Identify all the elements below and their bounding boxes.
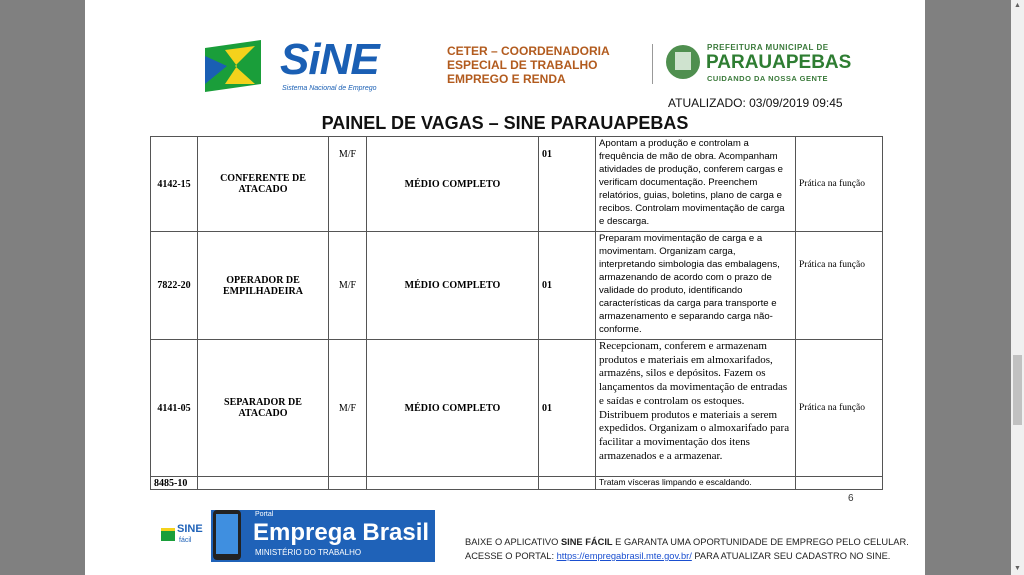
sex: M/F [329,137,367,232]
cbo-code: 4141-05 [151,340,198,477]
quantity: 01 [539,340,596,477]
schooling [367,477,539,490]
updated-timestamp: ATUALIZADO: 03/09/2019 09:45 [668,96,843,110]
table-row [151,340,883,477]
emprega-brasil-banner [155,510,435,562]
job-title [198,477,329,490]
sex: M/F [329,340,367,477]
phone-icon [213,510,241,560]
job-title: SEPARADOR DE ATACADO [198,340,329,477]
table-row [151,232,883,340]
requirement: Prática na função [796,340,883,477]
sine-facil-text: SINE [177,523,203,535]
footer-line1 [465,535,909,549]
prefeitura-slogan: CUIDANDO DA NOSSA GENTE [707,74,828,83]
table-row [151,137,883,232]
sex [329,477,367,490]
sine-flag-logo [205,40,261,92]
page-title: PAINEL DE VAGAS – SINE PARAUAPEBAS [321,113,689,133]
parauapebas-crest-icon [663,42,703,82]
scrollbar-thumb[interactable] [1013,355,1022,425]
description: Recepcionam, conferem e armazenam produtos e materiais em almoxarifados, armazéns, silos e depósitos. Fazem os lançamentos da movimentação de entradas e saídas e controlam os estoques. Distribuem produtos e materiais a serem expedidos. Organizam o almoxarifado para facilitar a movimentação dos itens armazenados e a armazenar. [596,340,796,477]
document-page [85,0,925,575]
scroll-up-icon[interactable]: ▲ [1014,2,1021,9]
app-name: SINE FÁCIL [560,537,613,547]
cbo-code: 7822-20 [151,232,198,340]
requirement: Prática na função [796,137,883,232]
job-title: CONFERENTE DE ATACADO [198,137,329,232]
scroll-down-icon[interactable]: ▼ [1014,565,1021,572]
description: Apontam a produção e controlam a frequência de mão de obra. Acompanham atividades de produção, conferem cargas e verificam documentação. Preenchem relatórios, guias, boletins, plano de carga e recibos. Controlam movimentação de carga e descarga. [596,137,796,232]
header-divider [652,44,653,84]
footer-line2 [465,549,909,563]
table-row [151,477,883,490]
page-number: 6 [848,493,854,504]
sine-facil-logo [155,510,211,562]
facil-text: fácil [179,537,192,544]
schooling: MÉDIO COMPLETO [367,137,539,232]
schooling: MÉDIO COMPLETO [367,232,539,340]
footer-text-part: BAIXE O APLICATIVO [465,537,561,547]
job-title: OPERADOR DE EMPILHADEIRA [198,232,329,340]
banner-ministry: MINISTÉRIO DO TRABALHO [255,548,362,557]
ceter-line: CETER – COORDENADORIA [447,44,610,58]
requirement: Prática na função [796,232,883,340]
footer-text-part: E GARANTA UMA OPORTUNIDADE DE EMPREGO PELO CELULAR. [612,537,909,547]
footer-text-part: PARA ATUALIZAR SEU CADASTRO NO SINE. [691,551,891,561]
quantity [539,477,596,490]
vacancies-table [150,136,883,490]
sex: M/F [329,232,367,340]
banner-portal: Portal [255,511,274,518]
cbo-code: 8485-10 [151,477,198,490]
banner-title: Emprega Brasil [253,519,430,546]
schooling: MÉDIO COMPLETO [367,340,539,477]
quantity: 01 [539,232,596,340]
ceter-heading [447,44,610,86]
prefeitura-name: PARAUAPEBAS [706,52,852,73]
footer-text-part: ACESSE O PORTAL: [465,551,557,561]
portal-link[interactable]: https://empregabrasil.mte.gov.br/ [556,551,692,561]
sine-subtitle: Sistema Nacional de Emprego [282,85,377,92]
requirement [796,477,883,490]
prefeitura-line1: PREFEITURA MUNICIPAL DE [707,43,829,52]
sine-logo-text: SiNE [280,35,379,84]
ceter-line: EMPREGO E RENDA [447,72,566,86]
footer-text [465,535,909,563]
sine-facil-flag-icon [161,528,175,541]
cbo-code: 4142-15 [151,137,198,232]
description: Preparam movimentação de carga e a movimentam. Organizam carga, interpretando simbologia das embalagens, armazenando de acordo com o prazo de validade do produto, identificando características da carga para transporte e armazenamento e separando carga não-conforme. [596,232,796,340]
description: Tratam vísceras limpando e escaldando. [596,477,796,490]
vertical-scrollbar[interactable] [1011,0,1024,575]
ceter-line: ESPECIAL DE TRABALHO [447,58,598,72]
quantity: 01 [539,137,596,232]
